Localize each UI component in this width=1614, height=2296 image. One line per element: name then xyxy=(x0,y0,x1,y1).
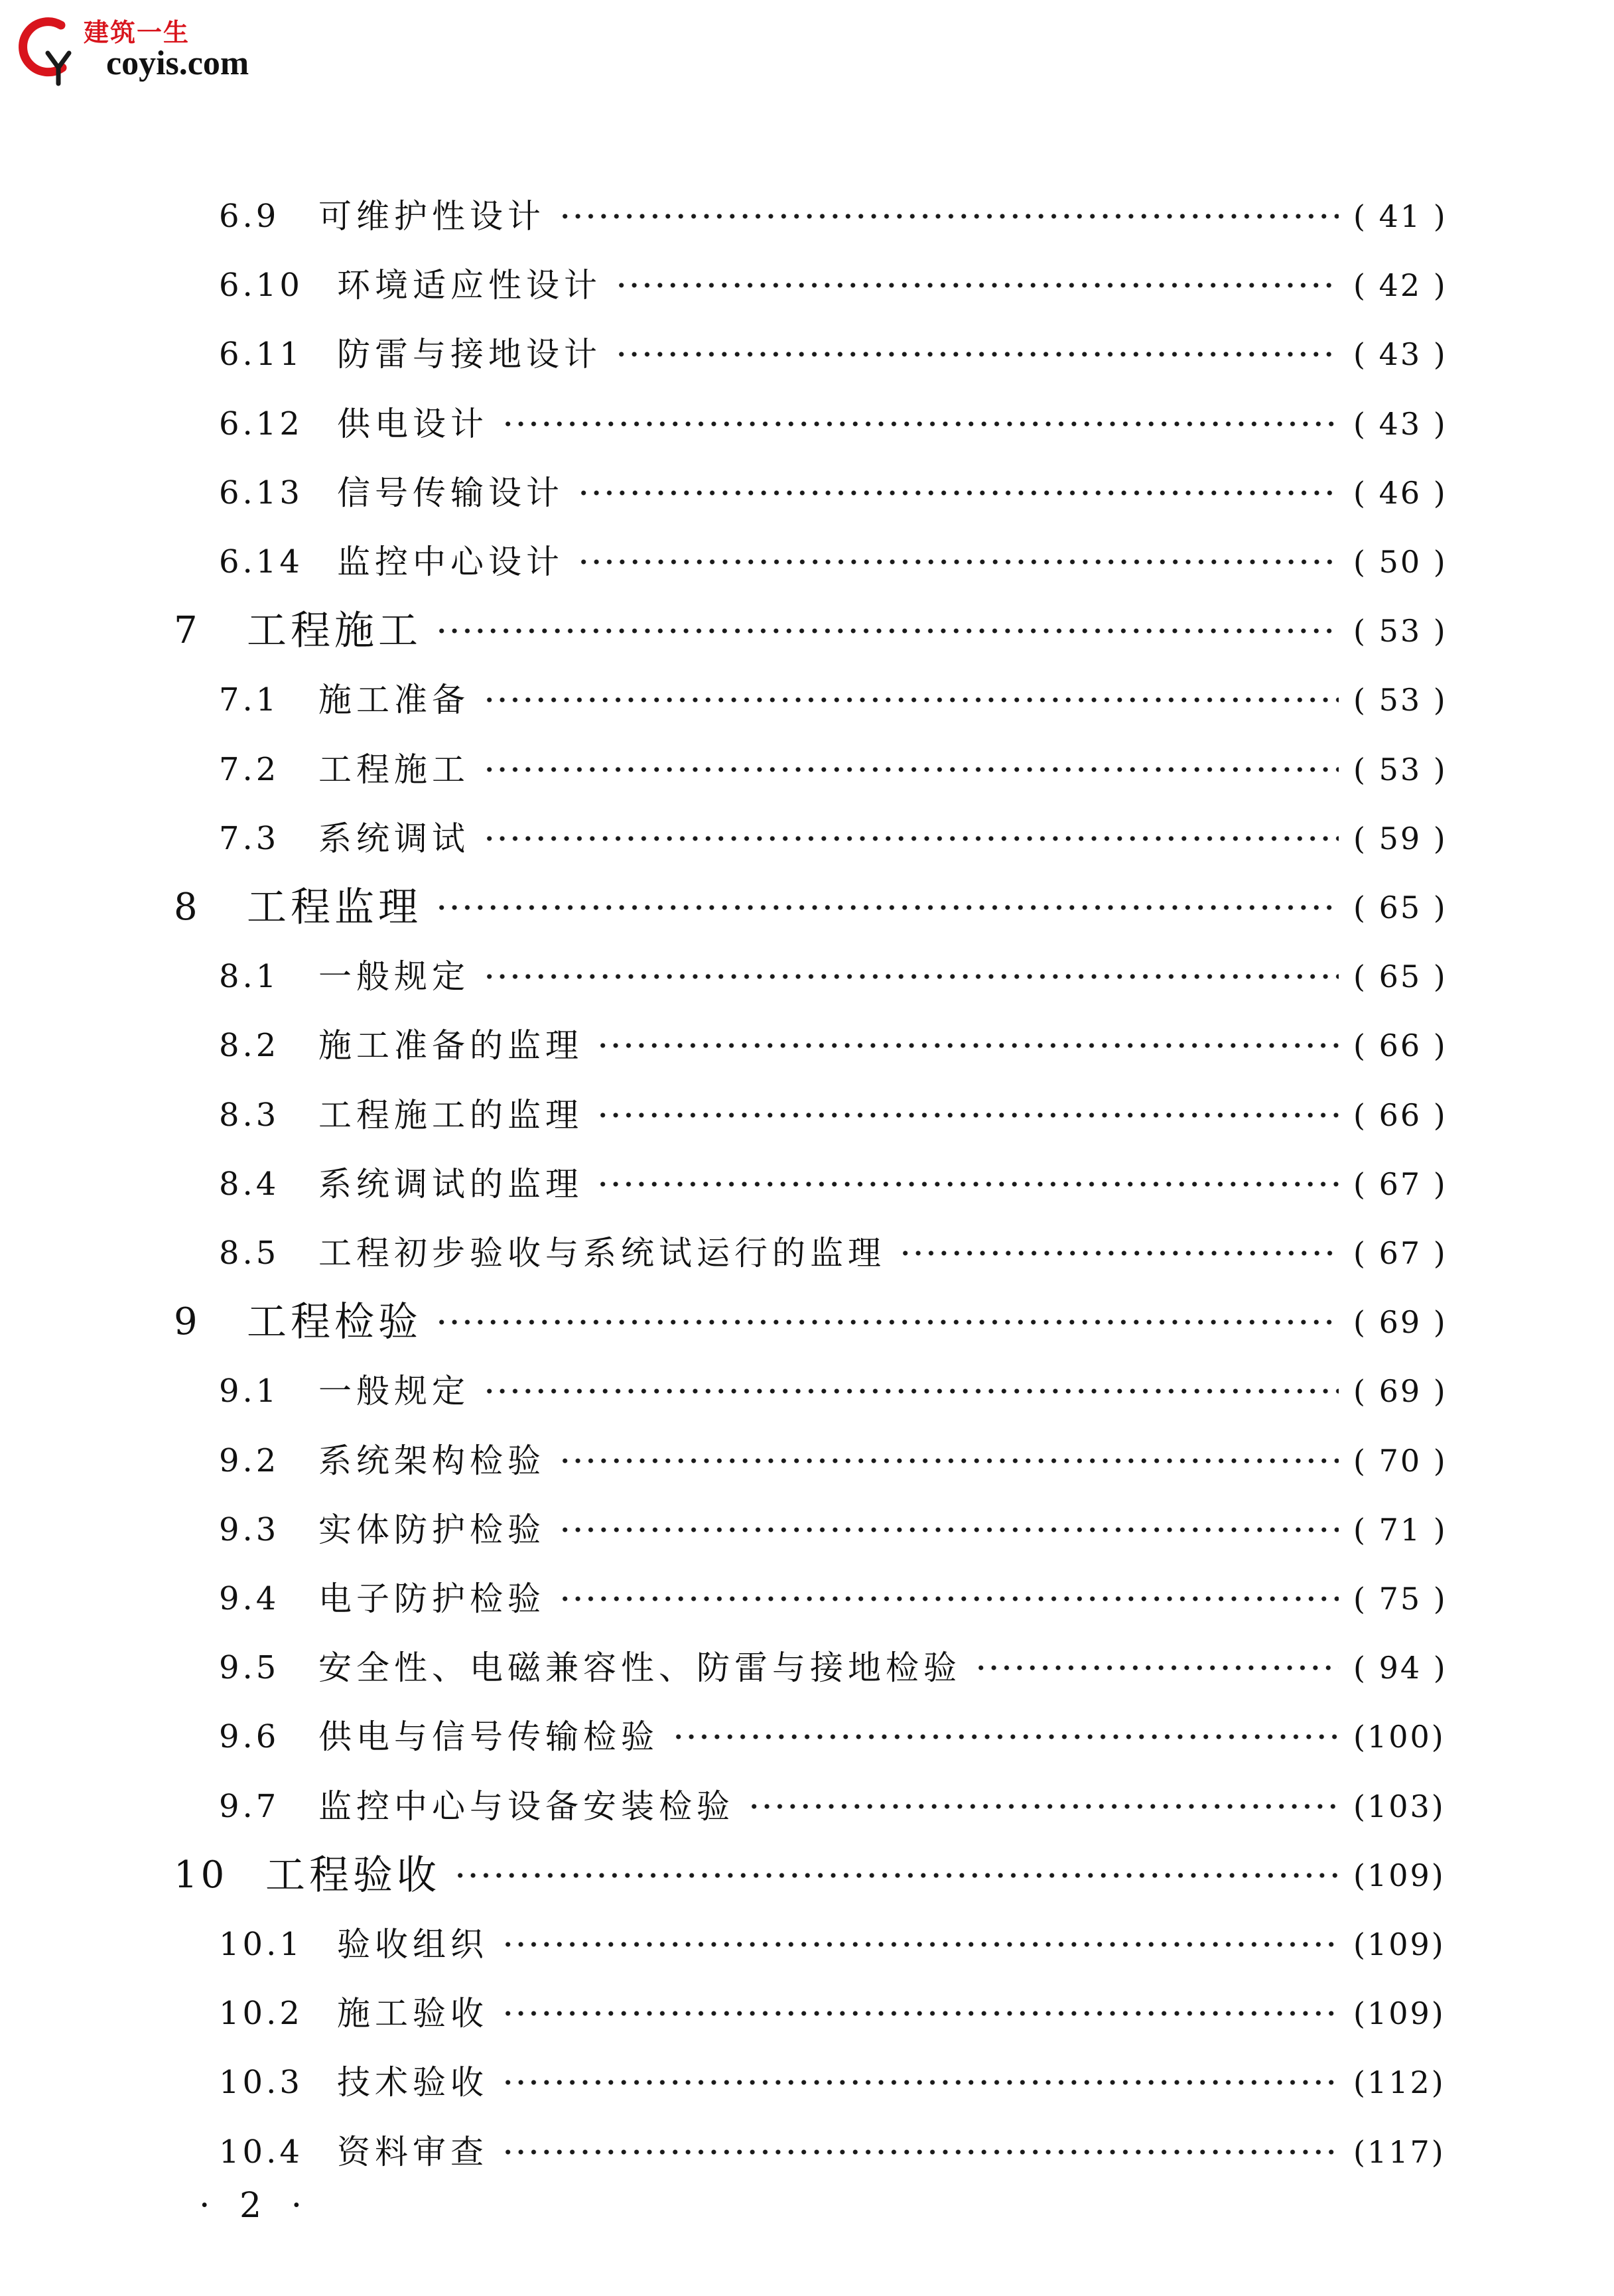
toc-entry-title: 系统架构检验 xyxy=(318,1441,545,1480)
toc-dot-leader xyxy=(596,1095,1339,1135)
toc-section-entry[interactable] xyxy=(0,1164,1614,1233)
toc-dot-leader xyxy=(502,404,1339,444)
toc-entry-number: 6.13 xyxy=(219,474,303,511)
toc-entry-title: 技术验收 xyxy=(337,2063,488,2102)
toc-dot-leader xyxy=(615,334,1339,374)
toc-entry-number: 7.1 xyxy=(219,681,280,719)
toc-dot-leader xyxy=(596,1026,1339,1065)
toc-entry-number: 10.3 xyxy=(219,2064,303,2102)
toc-entry-page: ( 67 ) xyxy=(1353,1235,1447,1271)
toc-entry-number: 9.4 xyxy=(219,1580,280,1617)
toc-entry-number: 9.7 xyxy=(219,1787,280,1825)
toc-dot-leader xyxy=(502,1993,1339,2033)
toc-entry-page: ( 59 ) xyxy=(1353,820,1447,856)
toc-dot-leader xyxy=(435,1301,1339,1343)
toc-dot-leader xyxy=(559,196,1339,236)
toc-dot-leader xyxy=(615,265,1339,305)
toc-entry-page: ( 71 ) xyxy=(1353,1511,1447,1548)
toc-entry-number: 6.14 xyxy=(219,543,303,580)
toc-dot-leader xyxy=(435,886,1339,929)
toc-entry-page: (100) xyxy=(1353,1719,1446,1755)
toc-entry-page: (117) xyxy=(1353,2133,1446,2170)
toc-entry-title: 施工验收 xyxy=(337,1994,488,2033)
toc-section-entry[interactable] xyxy=(0,1717,1614,1786)
toc-entry-page: (109) xyxy=(1353,1995,1446,2032)
toc-entry-title: 电子防护检验 xyxy=(318,1580,545,1618)
toc-dot-leader xyxy=(559,1579,1339,1619)
toc-entry-title: 工程监理 xyxy=(247,884,422,931)
logo-chinese-text: 建筑一生 xyxy=(84,18,190,47)
page-number: · 2 · xyxy=(199,2186,312,2226)
toc-dot-leader xyxy=(577,473,1339,513)
toc-section-entry[interactable] xyxy=(0,1510,1614,1579)
toc-entry-page: ( 41 ) xyxy=(1353,198,1447,234)
toc-dot-leader xyxy=(483,819,1339,858)
toc-entry-number: 8 xyxy=(174,886,201,929)
toc-entry-title: 防雷与接地设计 xyxy=(337,335,602,374)
toc-section-entry[interactable] xyxy=(0,1026,1614,1095)
toc-section-entry[interactable] xyxy=(0,1993,1614,2062)
toc-entry-page: (109) xyxy=(1353,1926,1446,1962)
toc-dot-leader xyxy=(577,542,1339,582)
toc-section-entry[interactable] xyxy=(0,2062,1614,2131)
toc-section-entry[interactable] xyxy=(0,1095,1614,1164)
toc-entry-title: 施工准备 xyxy=(318,681,470,720)
toc-entry-number: 6.9 xyxy=(219,198,280,235)
toc-entry-title: 工程检验 xyxy=(247,1299,422,1346)
toc-dot-leader xyxy=(975,1648,1339,1688)
toc-section-entry[interactable] xyxy=(0,957,1614,1026)
toc-chapter-entry[interactable] xyxy=(0,1854,1614,1923)
toc-entry-number: 9.5 xyxy=(219,1649,280,1687)
toc-dot-leader xyxy=(899,1233,1339,1273)
toc-entry-number: 6.11 xyxy=(219,336,303,373)
toc-entry-title: 工程初步验收与系统试运行的监理 xyxy=(318,1234,886,1272)
toc-dot-leader xyxy=(559,1510,1339,1550)
toc-entry-page: ( 66 ) xyxy=(1353,1028,1447,1064)
toc-entry-number: 6.10 xyxy=(219,267,303,304)
toc-entry-number: 7.2 xyxy=(219,750,280,788)
toc-entry-number: 9 xyxy=(174,1300,201,1344)
toc-entry-number: 10.4 xyxy=(219,2133,303,2171)
toc-entry-page: ( 66 ) xyxy=(1353,1097,1447,1133)
toc-dot-leader xyxy=(596,1164,1339,1204)
toc-dot-leader xyxy=(502,1925,1339,1964)
toc-entry-page: ( 67 ) xyxy=(1353,1166,1447,1202)
toc-dot-leader xyxy=(502,2062,1339,2102)
toc-dot-leader xyxy=(483,680,1339,720)
toc-entry-number: 10.2 xyxy=(219,1995,303,2033)
toc-entry-number: 6.12 xyxy=(219,405,303,442)
toc-entry-title: 系统调试 xyxy=(318,819,470,858)
toc-entry-title: 监控中心设计 xyxy=(337,543,564,581)
toc-section-entry[interactable] xyxy=(0,265,1614,334)
toc-dot-leader xyxy=(483,957,1339,996)
toc-entry-number: 8.4 xyxy=(219,1165,280,1203)
toc-entry-title: 系统调试的监理 xyxy=(318,1164,583,1203)
toc-entry-title: 施工准备的监理 xyxy=(318,1026,583,1065)
toc-entry-number: 9.1 xyxy=(219,1373,280,1410)
toc-section-entry[interactable] xyxy=(0,1648,1614,1717)
toc-entry-page: ( 70 ) xyxy=(1353,1442,1447,1479)
toc-entry-title: 信号传输设计 xyxy=(337,473,564,512)
site-logo xyxy=(9,7,288,93)
toc-dot-leader xyxy=(502,2132,1339,2172)
toc-dot-leader xyxy=(435,610,1339,652)
toc-entry-page: ( 50 ) xyxy=(1353,544,1447,580)
toc-entry-title: 一般规定 xyxy=(318,957,470,996)
toc-section-entry[interactable] xyxy=(0,1233,1614,1302)
toc-dot-leader xyxy=(748,1787,1339,1826)
toc-entry-title: 安全性、电磁兼容性、防雷与接地检验 xyxy=(318,1649,961,1688)
toc-section-entry[interactable] xyxy=(0,819,1614,888)
toc-entry-title: 供电与信号传输检验 xyxy=(318,1718,659,1757)
toc-entry-page: ( 75 ) xyxy=(1353,1581,1447,1617)
toc-entry-title: 环境适应性设计 xyxy=(337,266,602,305)
toc-entry-number: 8.3 xyxy=(219,1096,280,1134)
toc-section-entry[interactable] xyxy=(0,334,1614,403)
toc-entry-title: 验收组织 xyxy=(337,1925,488,1964)
toc-dot-leader xyxy=(672,1717,1339,1757)
toc-section-entry[interactable] xyxy=(0,473,1614,542)
toc-entry-page: ( 53 ) xyxy=(1353,751,1447,787)
toc-entry-page: (109) xyxy=(1353,1857,1446,1893)
toc-entry-page: (112) xyxy=(1353,2064,1446,2101)
toc-chapter-entry[interactable] xyxy=(0,1301,1614,1370)
toc-entry-title: 资料审查 xyxy=(337,2132,488,2171)
toc-entry-page: ( 53 ) xyxy=(1353,682,1447,718)
toc-entry-page: ( 42 ) xyxy=(1353,267,1447,304)
toc-chapter-entry[interactable] xyxy=(0,610,1614,679)
toc-entry-title: 可维护性设计 xyxy=(318,197,545,236)
toc-entry-number: 9.2 xyxy=(219,1442,280,1479)
toc-entry-number: 8.1 xyxy=(219,958,280,996)
toc-entry-number: 8.2 xyxy=(219,1027,280,1065)
toc-section-entry[interactable] xyxy=(0,680,1614,749)
toc-entry-title: 工程施工 xyxy=(318,750,470,789)
toc-entry-page: ( 46 ) xyxy=(1353,474,1447,511)
toc-entry-title: 一般规定 xyxy=(318,1372,470,1411)
toc-entry-title: 实体防护检验 xyxy=(318,1510,545,1549)
toc-entry-number: 7 xyxy=(174,609,201,653)
toc-dot-leader xyxy=(483,1371,1339,1411)
toc-entry-page: ( 69 ) xyxy=(1353,1304,1447,1341)
toc-dot-leader xyxy=(454,1854,1339,1897)
toc-entry-page: ( 69 ) xyxy=(1353,1373,1447,1410)
toc-entry-page: (103) xyxy=(1353,1788,1446,1824)
toc-entry-title: 工程施工的监理 xyxy=(318,1095,583,1134)
toc-entry-number: 10.1 xyxy=(219,1926,303,1963)
toc-entry-page: ( 53 ) xyxy=(1353,613,1447,649)
toc-entry-number: 10 xyxy=(174,1853,228,1897)
toc-entry-title: 供电设计 xyxy=(337,404,488,443)
toc-section-entry[interactable] xyxy=(0,196,1614,265)
toc-entry-title: 工程施工 xyxy=(247,608,422,655)
toc-dot-leader xyxy=(483,750,1339,789)
toc-chapter-entry[interactable] xyxy=(0,886,1614,955)
toc-section-entry[interactable] xyxy=(0,1579,1614,1648)
logo-mark-icon xyxy=(9,7,82,86)
toc-entry-page: ( 43 ) xyxy=(1353,336,1447,373)
toc-section-entry[interactable] xyxy=(0,1441,1614,1510)
toc-entry-number: 9.6 xyxy=(219,1718,280,1756)
toc-section-entry[interactable] xyxy=(0,404,1614,473)
toc-dot-leader xyxy=(559,1441,1339,1481)
toc-section-entry[interactable] xyxy=(0,1371,1614,1440)
toc-entry-page: ( 65 ) xyxy=(1353,890,1447,925)
toc-section-entry[interactable] xyxy=(0,1787,1614,1856)
toc-entry-number: 9.3 xyxy=(219,1511,280,1548)
toc-entry-page: ( 43 ) xyxy=(1353,405,1447,442)
toc-section-entry[interactable] xyxy=(0,1925,1614,1993)
toc-entry-page: ( 94 ) xyxy=(1353,1650,1447,1686)
toc-section-entry[interactable] xyxy=(0,542,1614,611)
toc-entry-number: 7.3 xyxy=(219,819,280,857)
toc-entry-number: 8.5 xyxy=(219,1235,280,1272)
toc-section-entry[interactable] xyxy=(0,750,1614,819)
logo-url-text: coyis.com xyxy=(106,44,249,82)
toc-entry-page: ( 65 ) xyxy=(1353,959,1447,995)
toc-entry-title: 监控中心与设备安装检验 xyxy=(318,1787,734,1826)
toc-entry-title: 工程验收 xyxy=(265,1852,440,1899)
